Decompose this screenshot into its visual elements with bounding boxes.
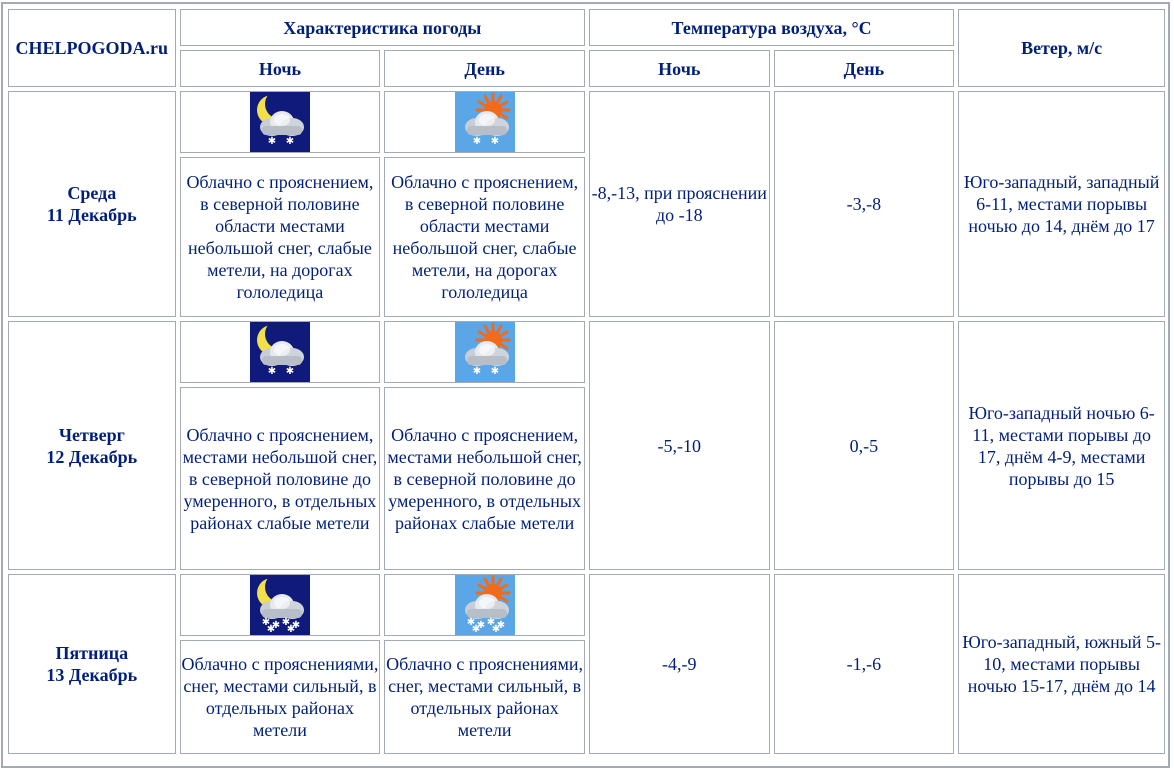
day-description: Облачно с прояснением, в северной половине области местами небольшой снег, слабые метели, на дорогах гололедица [384,157,585,317]
night-description: Облачно с прояснением, местами небольшой снег, в северной половине до умеренного, в отдельных районах слабые метели [180,387,381,570]
svg-text:✱: ✱ [286,624,296,635]
svg-text:✱: ✱ [261,617,271,628]
day-cell [8,574,176,754]
weekday: Четверг [58,424,125,445]
temp-day-cell: -3,-8 [774,91,955,317]
temp-night-header: Ночь [589,50,770,87]
night-icon-cell [180,91,381,153]
svg-text:✱: ✱ [472,366,481,377]
temp-night-cell: -4,-9 [589,574,770,754]
day-sun-cloudy-snow-icon [455,322,515,382]
day-icon-cell [384,91,585,153]
svg-text:✱: ✱ [471,624,480,635]
day-cell [8,321,176,570]
air-temperature-header: Температура воздуха, °С [589,9,954,46]
svg-text:✱: ✱ [285,136,295,147]
weekday: Среда [67,183,117,203]
night-cloudy-snow-icon [250,322,310,382]
forecast-table [4,5,1169,758]
svg-text:✱: ✱ [285,366,295,377]
night-icon-cell [180,574,381,636]
date: 12 Декабрь [46,446,138,467]
night-cloudy-heavy-snow-icon [250,575,310,635]
night-cloudy-snow-icon [250,92,310,152]
temp-day-header: День [774,50,955,87]
night-description: Облачно с прояснением, в северной половине области местами небольшой снег, слабые метели, на дорогах гололедица [180,157,381,317]
svg-text:✱: ✱ [490,136,499,147]
temp-night-cell: -8,-13, при прояснении до -18 [589,91,770,317]
temp-night-cell: -5,-10 [589,321,770,570]
wind-cell: Юго-западный, южный 5-10, местами порывы ночью 15-17, днём до 14 [958,574,1165,754]
day-sun-cloudy-snow-icon [455,92,515,152]
day-description: Облачно с прояснениями, снег, местами сильный, в отдельных районах метели [384,640,585,754]
wind-cell: Юго-западный, западный 6-11, местами порывы ночью до 14, днём до 17 [958,91,1165,317]
site-brand: CHELPOGODA.ru [8,9,176,87]
day-icon-cell [384,574,585,636]
wind-cell: Юго-западный ночью 6-11, местами порывы до 17, днём 4-9, местами порывы до 15 [958,321,1165,570]
day-sun-cloudy-heavy-snow-icon [455,575,515,635]
weather-night-header: Ночь [180,50,381,87]
svg-text:✱: ✱ [476,620,485,631]
night-description: Облачно с прояснениями, снег, местами сильный, в отдельных районах метели [180,640,381,754]
day-description: Облачно с прояснением, местами небольшой снег, в северной половине до умеренного, в отдельных районах слабые метели [384,387,585,570]
svg-text:✱: ✱ [291,620,301,631]
svg-text:✱: ✱ [491,624,500,635]
day-cell [8,91,176,317]
svg-text:✱: ✱ [267,136,277,147]
night-icon-cell [180,321,381,383]
wind-header: Ветер, м/с [958,9,1165,87]
svg-text:✱: ✱ [466,617,475,628]
date: 11 Декабрь [46,205,137,225]
day-icon-cell [384,321,585,383]
date: 13 Декабрь [46,665,138,685]
weather-day-header: День [384,50,585,87]
weekday: Пятница [55,643,129,663]
svg-text:✱: ✱ [486,617,495,628]
svg-text:✱: ✱ [490,366,499,377]
svg-text:✱: ✱ [266,624,276,635]
weather-characteristics-header: Характеристика погоды [180,9,585,46]
svg-text:✱: ✱ [281,617,291,628]
temp-day-cell: -1,-6 [774,574,955,754]
svg-text:✱: ✱ [496,620,505,631]
svg-text:✱: ✱ [267,366,277,377]
svg-text:✱: ✱ [472,136,481,147]
svg-text:✱: ✱ [271,620,281,631]
temp-day-cell: 0,-5 [774,321,955,570]
